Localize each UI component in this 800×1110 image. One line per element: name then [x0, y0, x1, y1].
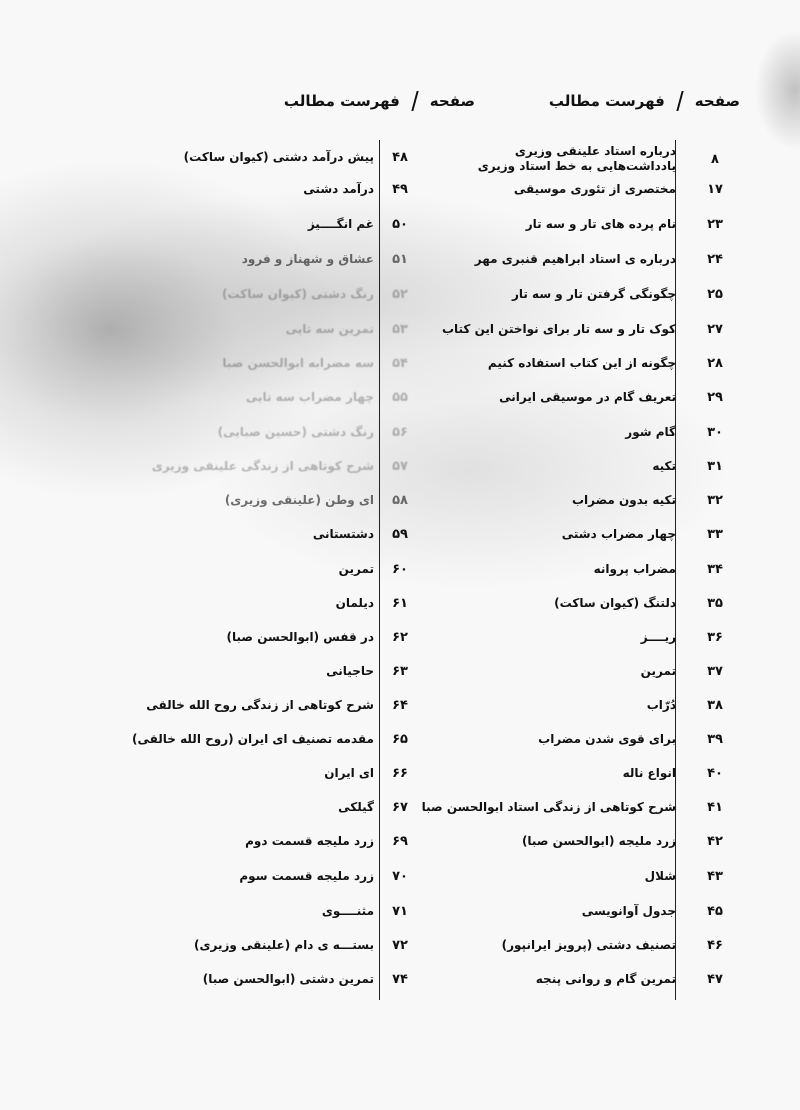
- page-number: ۵۸: [392, 492, 408, 508]
- entry-title: رنگ دشتی (حسین صبایی): [217, 425, 374, 439]
- entry-title: تمرین: [338, 562, 374, 576]
- entry-title: درآمد دشتی: [303, 182, 374, 196]
- page-number: ۶۱: [392, 595, 408, 611]
- entry-title: شرح کوتاهی از زندگی استاد ابوالحسن صبا: [421, 800, 676, 814]
- page-number: ۵۰: [392, 216, 408, 232]
- page-number: ۴۲: [707, 833, 723, 849]
- toc-entry: [140, 790, 408, 824]
- toc-entry: [440, 380, 740, 414]
- entry-title: شرح کوتاهی از زندگی علینقی وزیری: [151, 459, 374, 473]
- page-number: ۳۶: [707, 629, 723, 645]
- toc-entry: [140, 172, 408, 206]
- entry-title: مقدمه تصنیف ای ایران (روح الله خالقی): [132, 732, 374, 746]
- entry-title: برای قوی شدن مضراب: [538, 732, 676, 746]
- entry-title: تمرین سه تایی: [285, 322, 374, 336]
- page-number: ۶۴: [392, 697, 408, 713]
- toc-entry: [440, 654, 740, 688]
- toc-entry: [140, 483, 408, 517]
- entry-title: سه مضرابه ابوالحسن صبا: [222, 356, 374, 370]
- entry-title: گیلکی: [338, 800, 374, 814]
- toc-entry: [140, 517, 408, 551]
- toc-entry: [140, 277, 408, 311]
- page-number: ۷۴: [392, 971, 408, 987]
- toc-header-left: [140, 86, 475, 116]
- page-number: ۶۵: [392, 731, 408, 747]
- entry-title: ای ایران: [324, 766, 374, 780]
- page-number: ۲۵: [707, 286, 723, 302]
- toc-entry: [140, 756, 408, 790]
- page-number: ۳۹: [707, 731, 723, 747]
- page-number: ۳۳: [707, 526, 723, 542]
- toc-entry: [440, 586, 740, 620]
- page-number: ۴۰: [707, 765, 723, 781]
- toc-entry: [440, 962, 740, 996]
- page-number: ۲۹: [707, 389, 723, 405]
- page-number: ۷۲: [392, 937, 408, 953]
- page-column-label: صفحه: [694, 92, 740, 110]
- entry-title: زرد ملیجه (ابوالحسن صبا): [521, 834, 676, 848]
- toc-entry: [440, 859, 740, 893]
- entry-title: مختصری از تئوری موسیقی: [513, 182, 676, 196]
- page-number: ۳۰: [707, 424, 723, 440]
- toc-entry: [140, 207, 408, 241]
- toc-entry: [140, 380, 408, 414]
- toc-entry: [440, 894, 740, 928]
- entry-title: در قفس (ابوالحسن صبا): [226, 630, 374, 644]
- page-number: ۲۴: [707, 251, 723, 267]
- toc-entry: [140, 654, 408, 688]
- toc-entry: [140, 586, 408, 620]
- page-number: ۶۷: [392, 799, 408, 815]
- toc-entry: [140, 415, 408, 449]
- page-number: ۴۳: [707, 868, 723, 884]
- toc-entry: [140, 449, 408, 483]
- entry-title: تکیه: [652, 459, 676, 473]
- entry-title: نام پرده های تار و سه تار: [525, 217, 676, 231]
- entry-title: تمرین دشتی (ابوالحسن صبا): [202, 972, 374, 986]
- entry-title: شلال: [644, 869, 676, 883]
- page-number: ۷۰: [392, 868, 408, 884]
- page-number: ۵۱: [392, 251, 408, 267]
- entry-title: دُرّاب: [646, 698, 676, 712]
- page-number: ۱۷: [707, 181, 723, 197]
- page-number: ۴۱: [707, 799, 723, 815]
- page-number: ۳۸: [707, 697, 723, 713]
- page-number: ۵۵: [392, 389, 408, 405]
- entry-title: تمرین: [640, 664, 676, 678]
- entry-title: مضراب پروانه: [593, 562, 676, 576]
- toc-entry: [440, 172, 740, 206]
- entry-title: زرد ملیجه قسمت دوم: [245, 834, 374, 848]
- entry-title: درباره ی استاد ابراهیم قنبری مهر: [474, 252, 676, 266]
- toc-entry: [440, 312, 740, 346]
- page-number: ۵۳: [392, 321, 408, 337]
- page-number: ۴۵: [707, 903, 723, 919]
- entry-title: چهار مضراب سه تایی: [245, 390, 374, 404]
- header-divider: [411, 91, 418, 111]
- page-number: ۶۰: [392, 561, 408, 577]
- toc-entry: [440, 142, 740, 176]
- toc-header-right: [430, 86, 740, 116]
- toc-entry: [140, 242, 408, 276]
- toc-entry: [440, 207, 740, 241]
- toc-entry: [140, 688, 408, 722]
- entry-title: ریــــز: [640, 630, 676, 644]
- toc-entry: [140, 552, 408, 586]
- toc-entry: [440, 242, 740, 276]
- header-divider: [676, 91, 683, 111]
- toc-entry: [440, 928, 740, 962]
- page-number: ۸: [711, 151, 719, 167]
- toc-entry: [140, 824, 408, 858]
- entry-title: کوک تار و سه تار برای نواختن این کتاب: [441, 322, 676, 336]
- page-number: ۴۹: [392, 181, 408, 197]
- entry-title: حاجیانی: [326, 664, 374, 678]
- page-number: ۶۲: [392, 629, 408, 645]
- entry-title: رنگ دشتی (کیوان ساکت): [222, 287, 374, 301]
- entry-title: ای وطن (علینقی وزیری): [224, 493, 374, 507]
- page-column-label: صفحه: [429, 92, 475, 110]
- toc-entry: [440, 346, 740, 380]
- toc-entry: [440, 277, 740, 311]
- entry-title: چگونه از این کتاب استفاده کنیم: [487, 356, 676, 370]
- toc-entry: [440, 517, 740, 551]
- toc-entry: [132, 722, 408, 756]
- toc-entry: [440, 483, 740, 517]
- page-number: ۵۲: [392, 286, 408, 302]
- page-number: ۲۸: [707, 355, 723, 371]
- toc-entry: [140, 962, 408, 996]
- toc-entry: [140, 620, 408, 654]
- entry-title: پیش درآمد دشتی (کیوان ساکت): [183, 150, 374, 164]
- page-number: ۳۵: [707, 595, 723, 611]
- contents-title: فهرست مطالب: [283, 92, 400, 110]
- toc-entry: [440, 722, 740, 756]
- page-number: ۷۱: [392, 903, 408, 919]
- entry-title: چگونگی گرفتن تار و سه تار: [511, 287, 676, 301]
- page-number: ۶۹: [392, 833, 408, 849]
- page-number: ۵۹: [392, 526, 408, 542]
- entry-title: تصنیف دشتی (پرویز ایرانپور): [501, 938, 676, 952]
- toc-entry: [440, 756, 740, 790]
- entry-title: [478, 144, 676, 174]
- toc-entry: [140, 346, 408, 380]
- page-number: ۵۴: [392, 355, 408, 371]
- toc-entry: [421, 790, 740, 824]
- page-number: ۳۷: [707, 663, 723, 679]
- toc-entry: [140, 928, 408, 962]
- page-number: ۳۴: [707, 561, 723, 577]
- page-number: ۲۳: [707, 216, 723, 232]
- page-number: ۶۳: [392, 663, 408, 679]
- page-number: ۴۷: [707, 971, 723, 987]
- page-number: ۲۷: [707, 321, 723, 337]
- page-number: ۴۶: [707, 937, 723, 953]
- entry-title: دلتنگ (کیوان ساکت): [554, 596, 676, 610]
- entry-title: چهار مضراب دشتی: [561, 527, 676, 541]
- page-number: ۴۸: [392, 149, 408, 165]
- entry-title: جدول آوانویسی: [581, 904, 676, 918]
- page-number: ۵۶: [392, 424, 408, 440]
- entry-title: بستـــه ی دام (علینقی وزیری): [194, 938, 374, 952]
- entry-title: عشاق و شهناز و فرود: [241, 252, 374, 266]
- entry-title: انواع ناله: [622, 766, 676, 780]
- toc-entry: [440, 449, 740, 483]
- toc-entry: [440, 552, 740, 586]
- page-number: ۶۶: [392, 765, 408, 781]
- toc-entry: [140, 140, 408, 174]
- page-number: ۳۱: [707, 458, 723, 474]
- toc-entry: [440, 824, 740, 858]
- toc-entry: [140, 894, 408, 928]
- page-number: ۳۲: [707, 492, 723, 508]
- toc-entry: [140, 859, 408, 893]
- entry-title: مثنــــوی: [321, 904, 374, 918]
- entry-title: زرد ملیجه قسمت سوم: [239, 869, 374, 883]
- entry-title: تمرین گام و روانی پنجه: [535, 972, 676, 986]
- entry-title: دیلمان: [335, 596, 374, 610]
- toc-entry: [140, 312, 408, 346]
- contents-title: فهرست مطالب: [548, 92, 665, 110]
- entry-title: تعریف گام در موسیقی ایرانی: [499, 390, 676, 404]
- entry-title-line2: یادداشت‌هایی به خط استاد وزیری: [477, 159, 676, 173]
- toc-entry: [440, 688, 740, 722]
- toc-entry: [440, 415, 740, 449]
- page-number: ۵۷: [392, 458, 408, 474]
- entry-title: غم انگــــیز: [307, 217, 374, 231]
- entry-title: تکیه بدون مضراب: [571, 493, 676, 507]
- entry-title: شرح کوتاهی از زندگی روح الله خالقی: [146, 698, 374, 712]
- toc-entry: [440, 620, 740, 654]
- entry-title: دشتستانی: [312, 527, 374, 541]
- entry-title-line1: درباره استاد علینقی وزیری: [514, 144, 676, 158]
- entry-title: گام شور: [625, 425, 676, 439]
